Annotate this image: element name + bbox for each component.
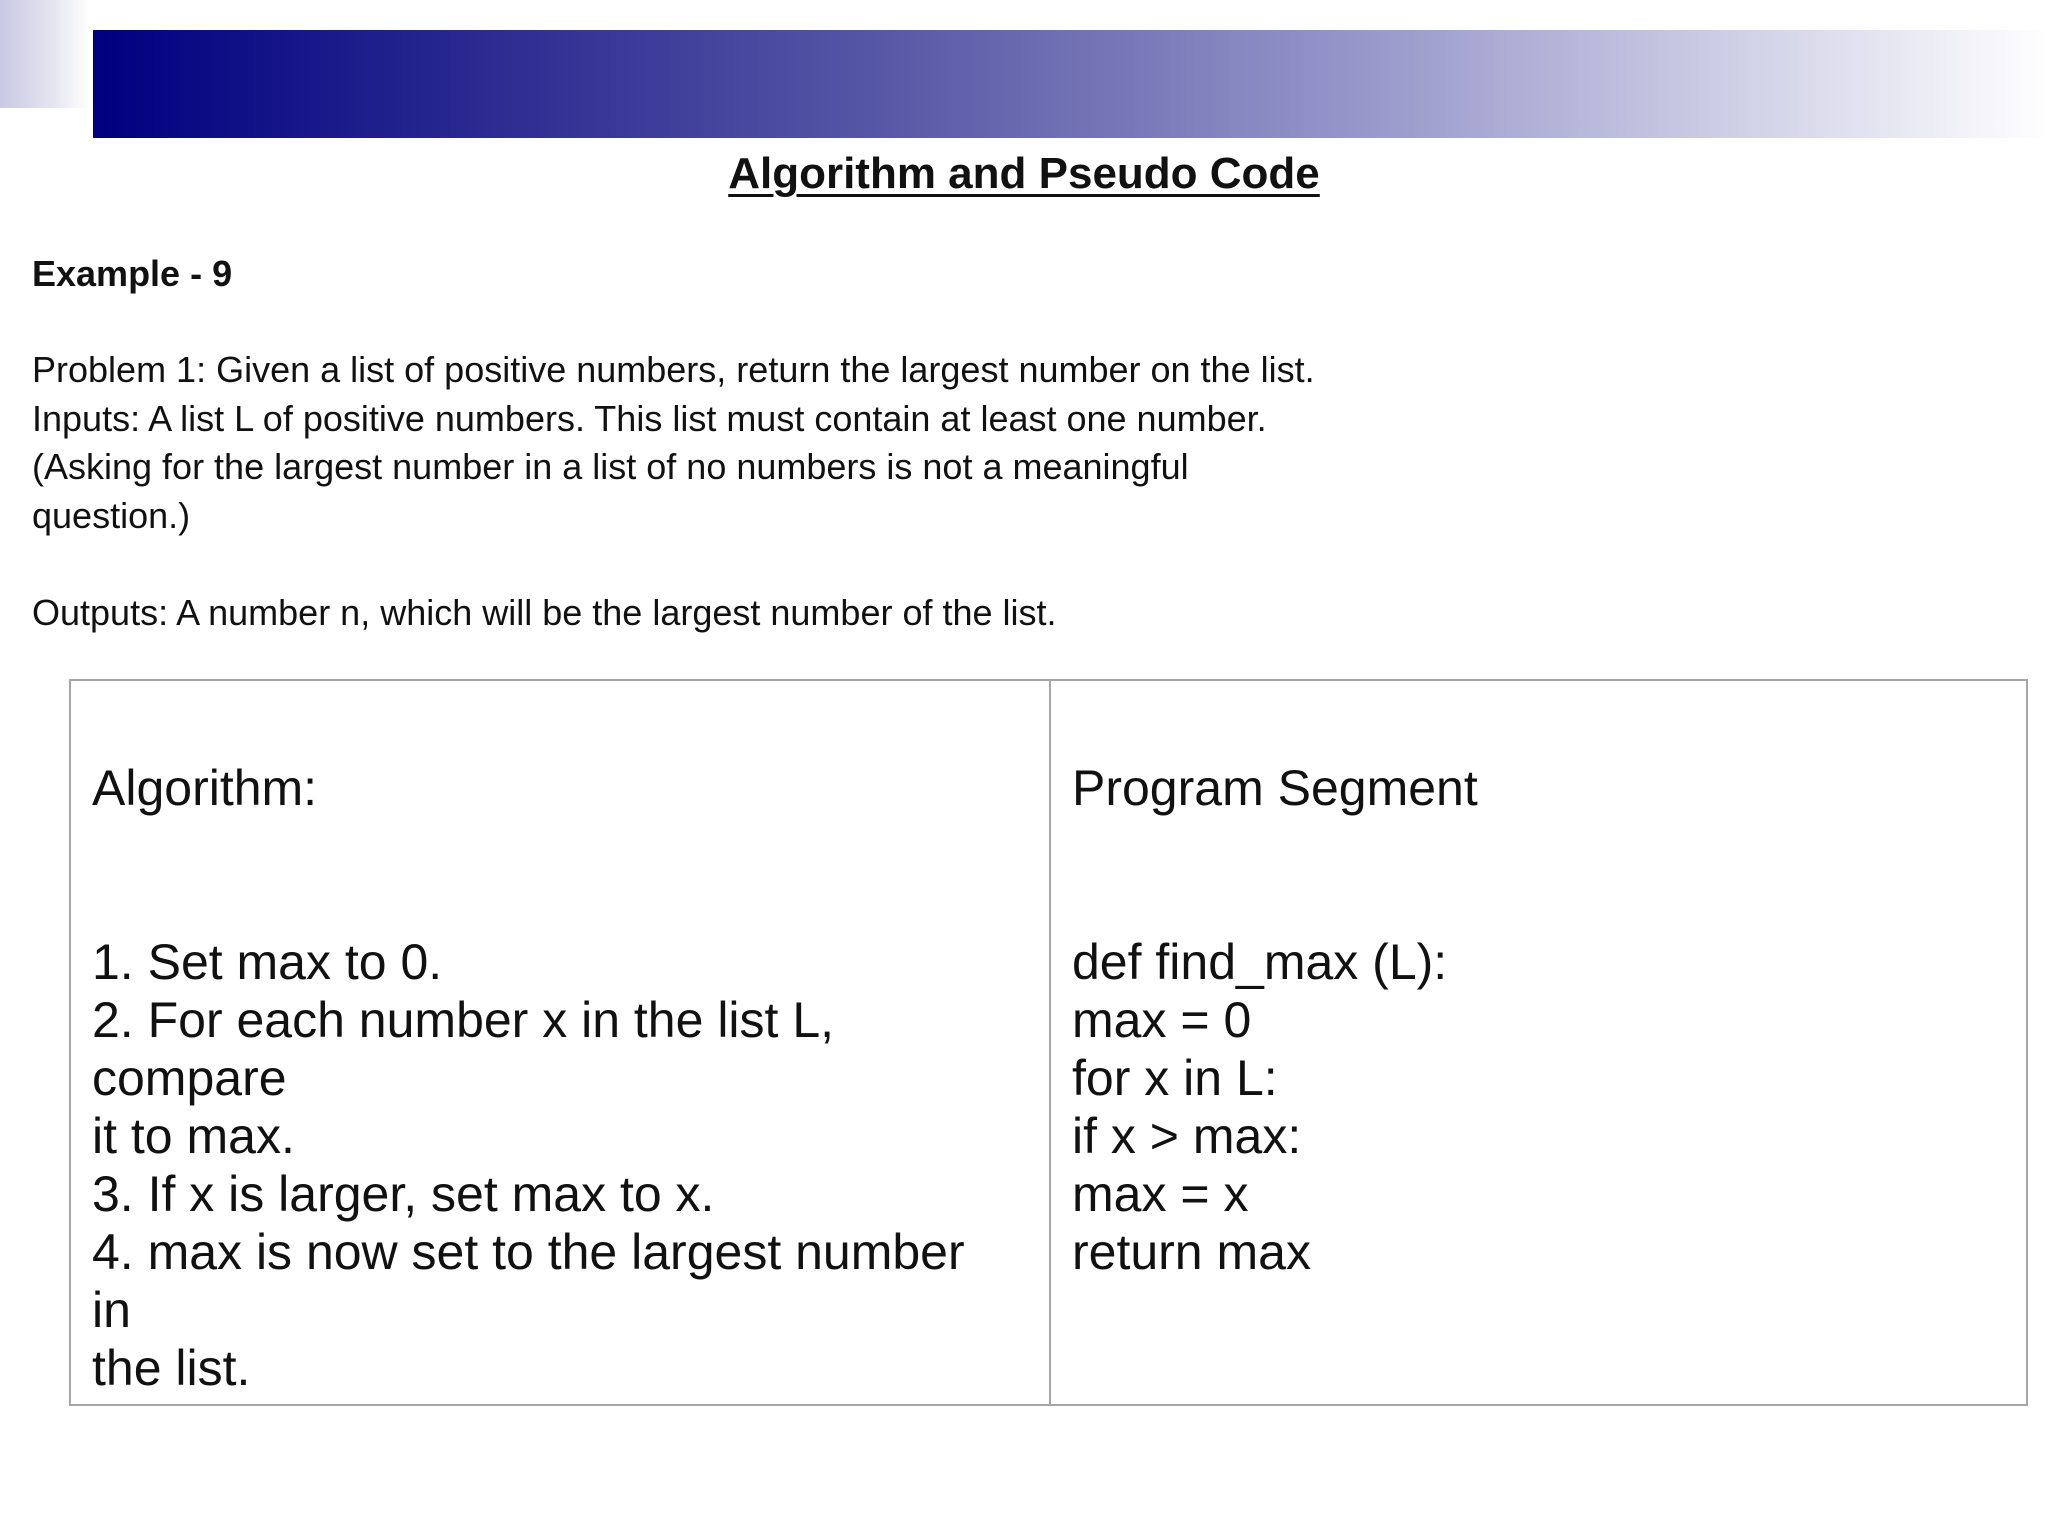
algorithm-heading: Algorithm: <box>92 760 318 816</box>
slide-title: Algorithm and Pseudo Code <box>728 149 1320 198</box>
program-segment-cell <box>1051 681 2026 1404</box>
algorithm-cell <box>71 681 1051 1404</box>
outputs-description: Outputs: A number n, which will be the largest number of the list. <box>32 592 1057 633</box>
algorithm-program-table <box>69 679 2028 1406</box>
program-segment-heading: Program Segment <box>1072 760 1478 816</box>
program-segment-code: def find_max (L): max = 0 for x in L: if x > max: max = x return max <box>1072 934 1448 1280</box>
algorithm-steps: 1. Set max to 0. 2. For each number x in the list L, compare it to max. 3. If x is larger, set max to x. 4. max is now set to the largest number in the list. <box>92 934 965 1396</box>
example-label: Example - 9 <box>32 253 233 294</box>
problem-description: Problem 1: Given a list of positive numbers, return the largest number on the list. Inputs: A list L of positive numbers. This list must contain at least one number. (Asking for the largest number in a list of no numbers is not a meaningful question.) <box>32 349 1315 536</box>
header-corner-block <box>0 0 90 108</box>
header-gradient-band <box>93 30 2048 138</box>
